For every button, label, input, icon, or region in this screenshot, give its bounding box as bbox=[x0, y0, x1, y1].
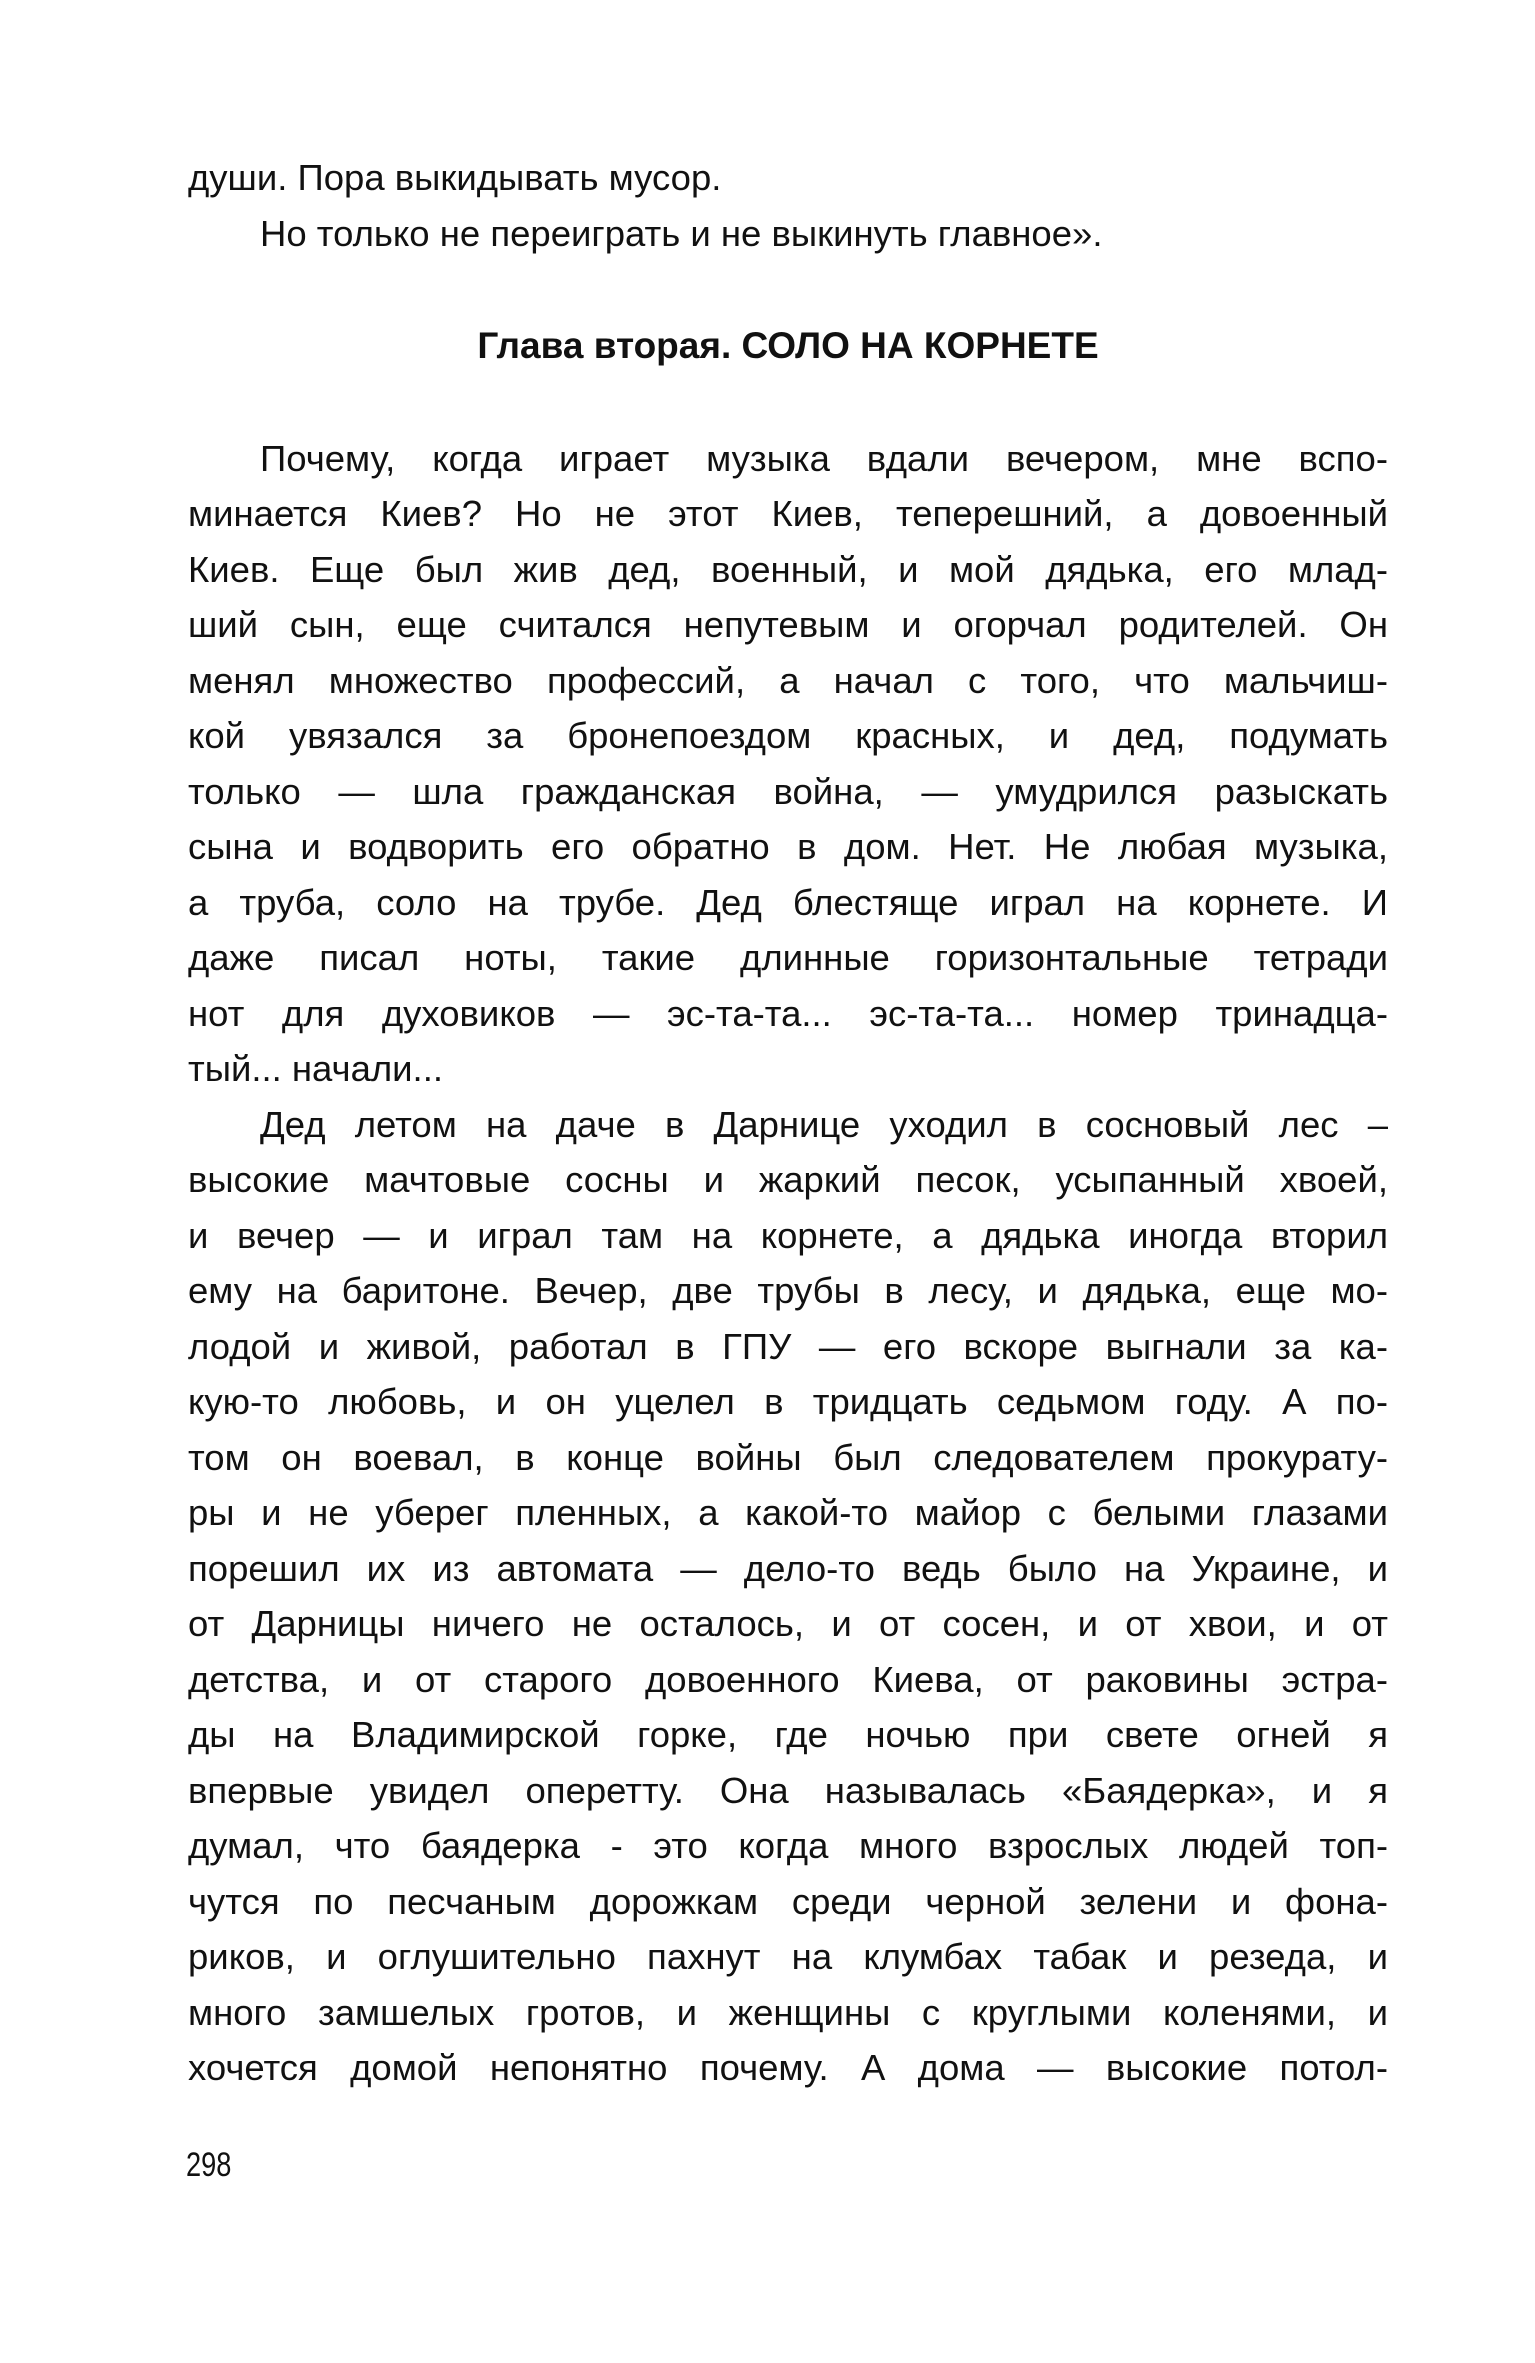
text-line: и вечер — и играл там на корнете, а дядька иногда вторил bbox=[188, 1214, 1388, 1256]
text-line: думал, что баядерка - это когда много взрослых людей топ- bbox=[188, 1825, 1388, 1866]
text-line: том он воевал, в конце войны был следователем прокурату- bbox=[188, 1436, 1388, 1478]
text-line: от Дарницы ничего не осталось, и от сосен, и от хвои, и от bbox=[188, 1603, 1388, 1644]
page-text bbox=[188, 150, 1388, 2096]
text-line: высокие мачтовые сосны и жаркий песок, усыпанный хвоей, bbox=[188, 1159, 1388, 1200]
text-line: кой увязался за бронепоездом красных, и дед, подумать bbox=[188, 715, 1388, 756]
text-line: Киев. Еще был жив дед, военный, и мой дядька, его млад- bbox=[188, 548, 1388, 590]
text-line: ший сын, еще считался непутевым и огорчал родителей. Он bbox=[188, 604, 1388, 645]
text-line: ры и не уберег пленных, а какой-то майор с белыми глазами bbox=[188, 1492, 1388, 1533]
text-line: нот для духовиков — эс-та-та... эс-та-та... номер тринадца- bbox=[188, 992, 1388, 1034]
text-line: много замшелых гротов, и женщины с круглыми коленями, и bbox=[188, 1991, 1388, 2033]
text-line: ды на Владимирской горке, где ночью при свете огней я bbox=[188, 1714, 1388, 1755]
text-line: менял множество профессий, а начал с того, что мальчиш- bbox=[188, 659, 1388, 701]
text-line: впервые увидел оперетту. Она называлась «Баядерка», и я bbox=[188, 1769, 1388, 1811]
intro-line-2: Но только не переиграть и не выкинуть главное». bbox=[260, 212, 1103, 254]
text-line: Почему, когда играет музыка вдали вечером, мне вспо- bbox=[260, 437, 1388, 479]
intro-line-1: души. Пора выкидывать мусор. bbox=[188, 157, 722, 198]
text-line: а труба, соло на трубе. Дед блестяще играл на корнете. И bbox=[188, 881, 1388, 923]
page-number: 298 bbox=[186, 2146, 232, 2184]
text-line: ему на баритоне. Вечер, две трубы в лесу, и дядька, еще мо- bbox=[188, 1270, 1388, 1311]
text-line: лодой и живой, работал в ГПУ — его вскоре выгнали за ка- bbox=[188, 1325, 1388, 1367]
text-line: детства, и от старого довоенного Киева, от раковины эстра- bbox=[188, 1658, 1388, 1700]
text-line: риков, и оглушительно пахнут на клумбах табак и резеда, и bbox=[188, 1936, 1388, 1977]
text-line: порешил их из автомата — дело-то ведь было на Украине, и bbox=[188, 1547, 1388, 1589]
paragraph-2 bbox=[188, 1097, 1388, 2096]
paragraph-1 bbox=[188, 431, 1388, 1097]
text-line: тый... начали... bbox=[188, 1048, 443, 1089]
text-line: хочется домой непонятно почему. А дома — высокие потол- bbox=[188, 2047, 1388, 2088]
chapter-title: Глава вторая. СОЛО НА КОРНЕТЕ bbox=[477, 325, 1099, 366]
text-line: чутся по песчаным дорожкам среди черной зелени и фона- bbox=[188, 1880, 1388, 1922]
text-line: сына и водворить его обратно в дом. Нет. Не любая музыка, bbox=[188, 826, 1388, 867]
text-line: минается Киев? Но не этот Киев, теперешний, а довоенный bbox=[188, 493, 1388, 534]
text-line: Дед летом на даче в Дарнице уходил в сосновый лес – bbox=[260, 1103, 1388, 1145]
text-line: только — шла гражданская война, — умудрился разыскать bbox=[188, 770, 1388, 812]
text-line: кую-то любовь, и он уцелел в тридцать седьмом году. А по- bbox=[188, 1381, 1388, 1422]
text-line: даже писал ноты, такие длинные горизонтальные тетради bbox=[188, 937, 1388, 978]
